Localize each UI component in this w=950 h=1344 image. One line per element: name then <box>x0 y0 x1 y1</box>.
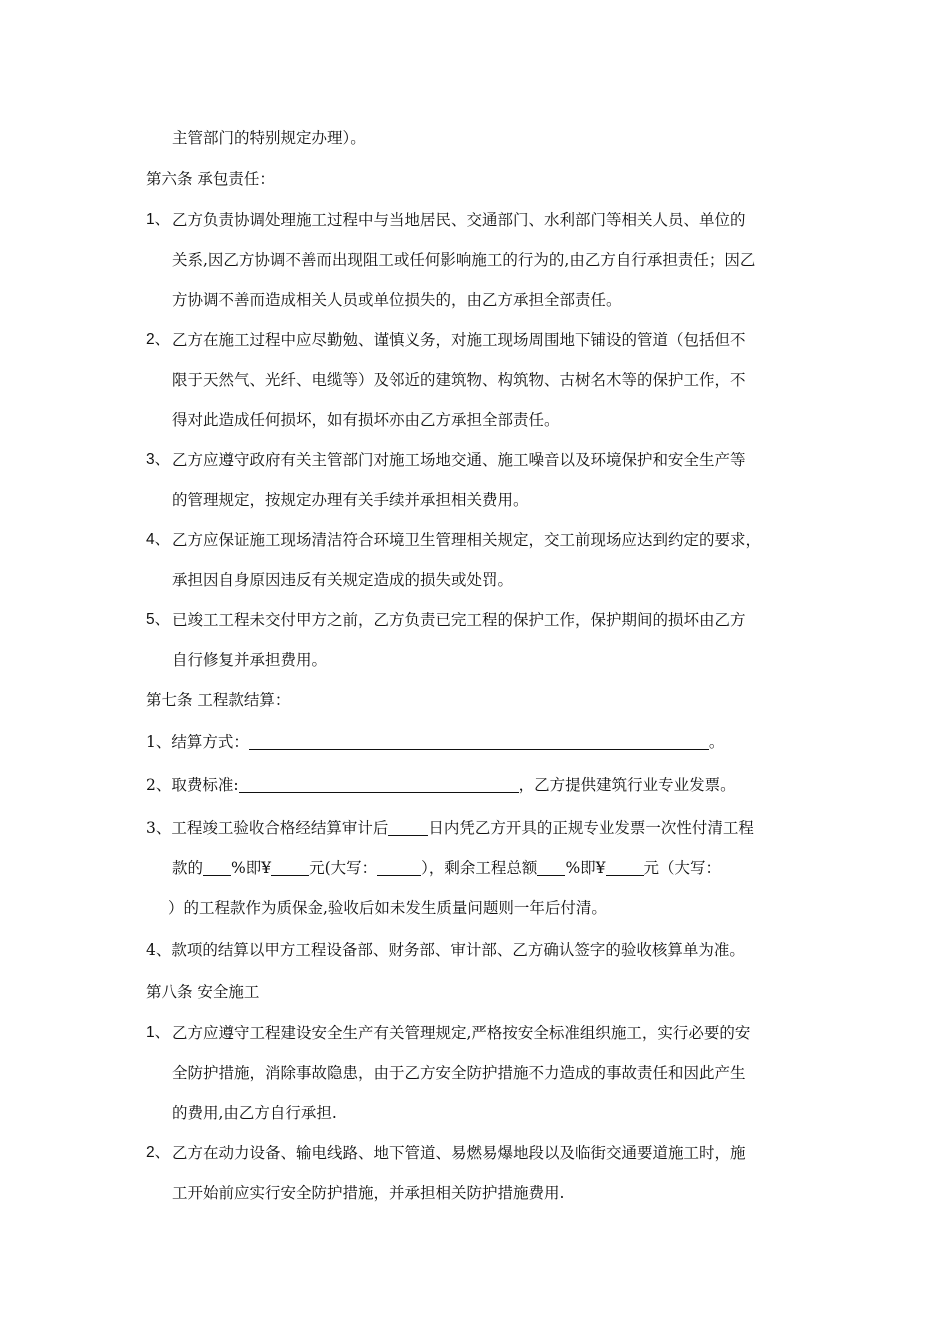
item3-part-c: 款的 <box>172 859 204 877</box>
settle-method-label: 1、结算方式： <box>146 733 249 751</box>
amount-blank-1 <box>271 859 309 876</box>
percent-blank-1 <box>203 859 231 876</box>
art7-item-3-line-3: ）的工程款作为质保金,验收后如未发生质量问题则一年后付清。 <box>168 899 607 917</box>
days-blank <box>388 819 428 836</box>
art6-item-2-number: 2、 <box>146 331 171 348</box>
item3-part-h: 元（大写： <box>643 859 722 877</box>
art8-item-1-number: 1、 <box>146 1024 171 1041</box>
art8-item-1-line-3: 的费用,由乙方自行承担. <box>172 1104 337 1122</box>
fee-standard-end: ，乙方提供建筑行业专业发票。 <box>518 776 736 794</box>
art6-item-3-number: 3、 <box>146 451 171 468</box>
item3-part-d: %即¥ <box>231 859 272 877</box>
art6-item-1-line-1: 乙方负责协调处理施工过程中与当地居民、交通部门、水利部门等相关人员、单位的 <box>172 211 746 229</box>
art6-item-3-line-2: 的管理规定，按规定办理有关手续并承担相关费用。 <box>172 491 529 509</box>
art6-item-1-number: 1、 <box>146 211 171 228</box>
art6-item-1-line-2: 关系,因乙方协调不善而出现阻工或任何影响施工的行为的,由乙方自行承担责任；因乙 <box>172 251 756 269</box>
amount-blank-2 <box>606 859 644 876</box>
art6-item-5-number: 5、 <box>146 611 171 628</box>
percent-blank-2 <box>537 859 565 876</box>
art6-item-2-line-2: 限于天然气、光纤、电缆等）及邻近的建筑物、构筑物、古树名木等的保护工作，不 <box>172 371 746 389</box>
art7-item-4: 4、款项的结算以甲方工程设备部、财务部、审计部、乙方确认签字的验收核算单为准。 <box>146 941 745 959</box>
item3-part-g: %即¥ <box>565 859 606 877</box>
art7-item-3-line-1 <box>146 818 754 838</box>
settle-method-blank <box>249 733 709 750</box>
settle-method-row <box>146 732 724 752</box>
art6-item-4-line-1: 乙方应保证施工现场清洁符合环境卫生管理相关规定，交工前现场应达到约定的要求， <box>172 531 762 549</box>
fee-standard-row <box>146 775 736 795</box>
art8-item-1-line-1: 乙方应遵守工程建设安全生产有关管理规定,严格按安全标准组织施工，实行必要的安 <box>172 1024 751 1042</box>
continued-text: 主管部门的特别规定办理）。 <box>172 129 366 147</box>
item3-part-f: ），剩余工程总额 <box>421 859 538 877</box>
article-8-title: 第八条 安全施工 <box>146 983 260 1001</box>
fee-standard-blank <box>239 776 519 793</box>
art6-item-5-line-2: 自行修复并承担费用。 <box>172 651 328 669</box>
settle-method-end: 。 <box>708 733 725 751</box>
article-7-title: 第七条 工程款结算： <box>146 691 291 709</box>
art8-item-1-line-2: 全防护措施，消除事故隐患，由于乙方安全防护措施不力造成的事故责任和因此产生 <box>172 1064 746 1082</box>
art8-item-2-line-2: 工开始前应实行安全防护措施，并承担相关防护措施费用. <box>172 1184 565 1202</box>
item3-part-b: 日内凭乙方开具的正规专业发票一次性付清工程 <box>428 819 754 837</box>
item3-part-a: 3、工程竣工验收合格经结算审计后 <box>146 819 389 837</box>
art6-item-4-number: 4、 <box>146 531 171 548</box>
art6-item-2-line-3: 得对此造成任何损坏，如有损坏亦由乙方承担全部责任。 <box>172 411 560 429</box>
art6-item-1-line-3: 方协调不善而造成相关人员或单位损失的，由乙方承担全部责任。 <box>172 291 622 309</box>
capital-blank-1 <box>377 859 421 876</box>
art6-item-2-line-1: 乙方在施工过程中应尽勤勉、谨慎义务，对施工现场周围地下铺设的管道（包括但不 <box>172 331 746 349</box>
art8-item-2-number: 2、 <box>146 1144 171 1161</box>
art7-item-3-line-2 <box>172 858 721 878</box>
item3-part-e: 元(大写： <box>309 859 378 877</box>
fee-standard-label: 2、取费标准: <box>146 776 239 794</box>
art6-item-4-line-2: 承担因自身原因违反有关规定造成的损失或处罚。 <box>172 571 514 589</box>
art6-item-3-line-1: 乙方应遵守政府有关主管部门对施工场地交通、施工噪音以及环境保护和安全生产等 <box>172 451 746 469</box>
article-6-title: 第六条 承包责任： <box>146 170 275 188</box>
art8-item-2-line-1: 乙方在动力设备、输电线路、地下管道、易燃易爆地段以及临街交通要道施工时，施 <box>172 1144 746 1162</box>
art6-item-5-line-1: 已竣工工程未交付甲方之前，乙方负责已完工程的保护工作，保护期间的损坏由乙方 <box>172 611 746 629</box>
